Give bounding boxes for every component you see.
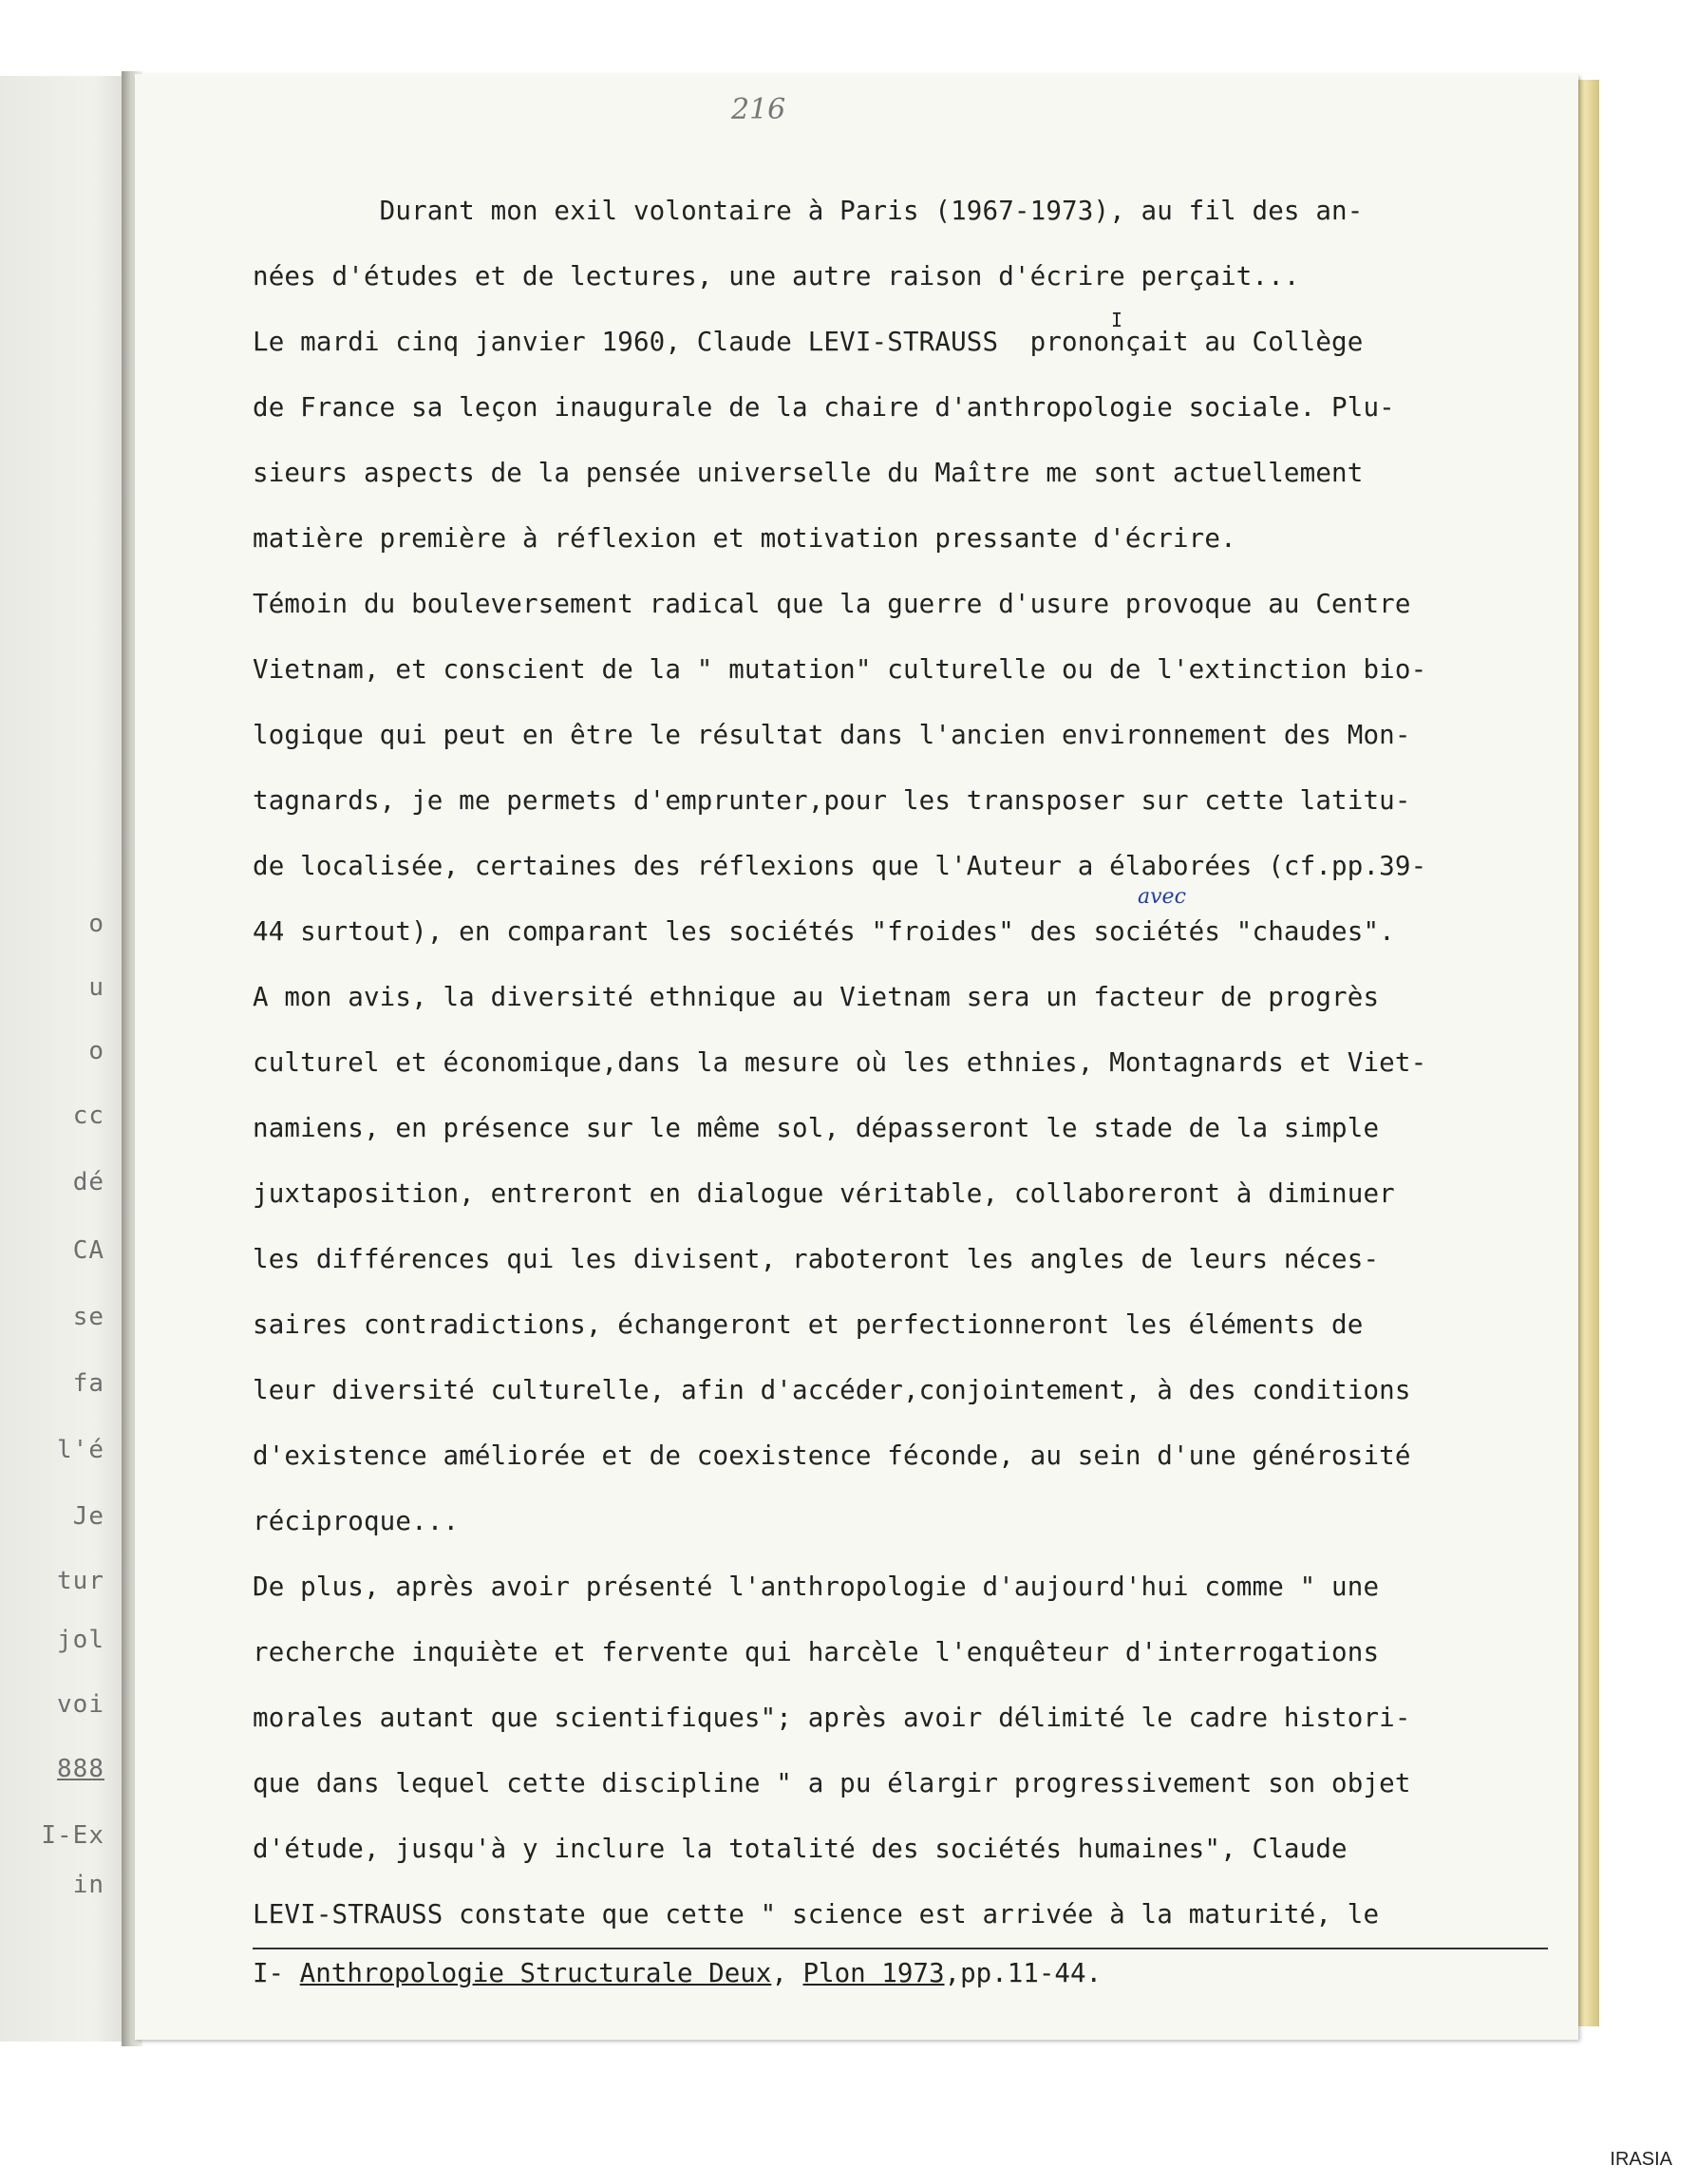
footnote-title: Anthropologie Structurale Deux — [299, 1958, 772, 1988]
text-line: recherche inquiète et fervente qui harcèle l'enquêteur d'interrogations — [253, 1637, 1380, 1667]
text-line: 44 surtout), en comparant les sociétés "froides" des sociétés "chaudes". — [253, 916, 1395, 947]
left-fragment: dé — [72, 1168, 104, 1196]
left-fragment: fa — [72, 1369, 104, 1398]
left-fragment: o — [88, 910, 104, 938]
footnote-pages: ,pp.11-44. — [944, 1958, 1103, 1988]
text-line: logique qui peut en être le résultat dans l'ancien environnement des Mon- — [253, 720, 1411, 750]
text-line: d'étude, jusqu'à y inclure la totalité des sociétés humaines", Claude — [253, 1834, 1348, 1864]
text-line: tagnards, je me permets d'emprunter,pour les transposer sur cette latitu- — [253, 785, 1411, 816]
footnote-separator: , — [771, 1958, 803, 1988]
left-fragment: cc — [72, 1101, 104, 1130]
text-line: que dans lequel cette discipline " a pu élargir progressivement son objet — [253, 1768, 1411, 1798]
text-line: De plus, après avoir présenté l'anthropologie d'aujourd'hui comme " une — [253, 1572, 1380, 1602]
left-fragment: l'é — [57, 1436, 104, 1464]
text-line: leur diversité culturelle, afin d'accéder,conjointement, à des conditions — [253, 1375, 1411, 1405]
left-fragment: I-Ex — [41, 1821, 104, 1850]
left-fragment: 888 — [57, 1755, 104, 1783]
left-fragment: CA — [72, 1236, 104, 1265]
text-line: A mon avis, la diversité ethnique au Vietnam sera un facteur de progrès — [253, 982, 1380, 1012]
watermark: IRASIA — [1610, 2149, 1672, 2170]
left-fragment: o — [88, 1037, 104, 1065]
footnote-prefix: I- — [253, 1958, 300, 1988]
page-edge — [1576, 80, 1599, 2026]
text-line: saires contradictions, échangeront et perfectionneront les éléments de — [253, 1309, 1364, 1340]
text-line: réciproque... — [253, 1506, 460, 1536]
text-line: juxtaposition, entreront en dialogue véritable, collaboreront à diminuer — [253, 1178, 1395, 1209]
text-line: Durant mon exil volontaire à Paris (1967-1973), au fil des an- — [253, 196, 1364, 226]
text-line: d'existence améliorée et de coexistence féconde, au sein d'une générosité — [253, 1440, 1411, 1471]
left-fragment: se — [72, 1303, 104, 1331]
left-fragment: u — [88, 973, 104, 1002]
text-line: sieurs aspects de la pensée universelle du Maître me sont actuellement — [253, 458, 1364, 488]
footnote-publisher: Plon 1973 — [802, 1958, 945, 1988]
text-line: de France sa leçon inaugurale de la chaire d'anthropologie sociale. Plu- — [253, 392, 1395, 423]
text-line: Le mardi cinq janvier 1960, Claude LEVI-STRAUSS prononçait au Collège — [253, 327, 1364, 357]
footnote-rule — [253, 1948, 1548, 1949]
page-number: 216 — [731, 93, 786, 126]
text-line: morales autant que scientifiques"; après avoir délimité le cadre histori- — [253, 1703, 1411, 1733]
text-line: Vietnam, et conscient de la " mutation" culturelle ou de l'extinction bio- — [253, 654, 1427, 685]
left-fragment: in — [72, 1871, 104, 1899]
left-fragment: voi — [57, 1690, 104, 1719]
footnote-marker: I — [1111, 309, 1123, 331]
text-line: Témoin du bouleversement radical que la guerre d'usure provoque au Centre — [253, 589, 1411, 619]
text-line: de localisée, certaines des réflexions que l'Auteur a élaborées (cf.pp.39- — [253, 851, 1427, 881]
text-line: culturel et économique,dans la mesure où les ethnies, Montagnards et Viet- — [253, 1047, 1427, 1078]
text-line: LEVI-STRAUSS constate que cette " science est arrivée à la maturité, le — [253, 1899, 1380, 1930]
text-line: nées d'études et de lectures, une autre raison d'écrire perçait... — [253, 261, 1300, 292]
text-line: matière première à réflexion et motivation pressante d'écrire. — [253, 523, 1236, 554]
text-line: namiens, en présence sur le même sol, dépasseront le stade de la simple — [253, 1113, 1380, 1143]
left-fragment: Je — [72, 1502, 104, 1531]
left-fragment: tur — [57, 1567, 104, 1595]
footnote — [253, 1958, 1102, 1988]
text-line: les différences qui les divisent, raboteront les angles de leurs néces- — [253, 1244, 1380, 1274]
left-fragment: jol — [57, 1626, 104, 1654]
handwritten-annotation: avec — [1138, 885, 1186, 909]
